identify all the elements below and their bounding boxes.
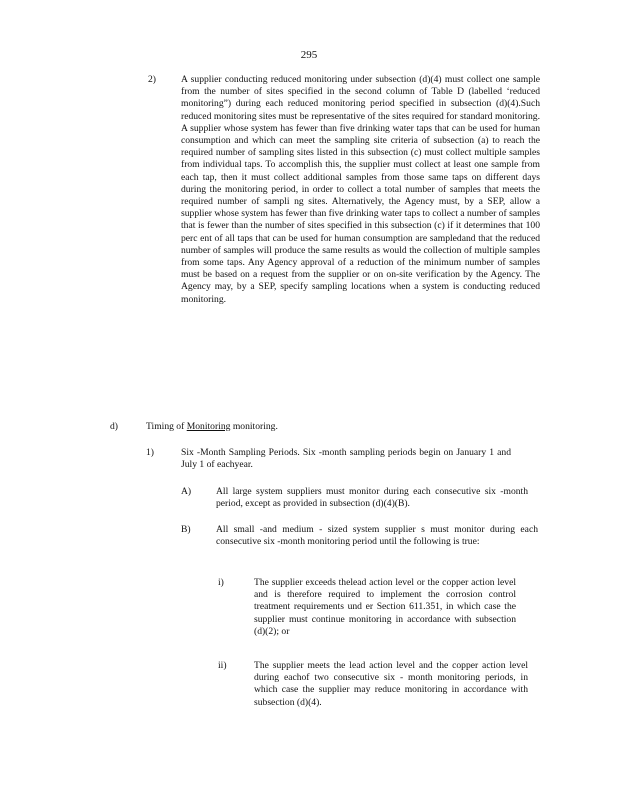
page-number: 295	[300, 49, 318, 61]
item-i-marker: i)	[218, 577, 224, 588]
item-d1-text: Six -Month Sampling Periods. Six -month sampling periods begin on January 1 and July 1 of eachyear.	[181, 447, 511, 471]
item-2-marker: 2)	[148, 74, 156, 85]
item-A-text: All large system suppliers must monitor during each consecutive six -month period, except as provided in subsection (d)(4)(B).	[216, 486, 528, 510]
item-B-marker: B)	[181, 524, 191, 535]
section-d-heading	[146, 421, 278, 433]
section-d-suffix: monitoring.	[230, 421, 278, 432]
section-d-prefix: Timing of	[146, 421, 187, 432]
item-d1-marker: 1)	[146, 447, 154, 458]
section-d-marker: d)	[110, 421, 118, 432]
item-B-text: All small -and medium - sized system supplier s must monitor during each consecutive six -month monitoring period until the following is true:	[216, 524, 538, 548]
item-2-text: A supplier conducting reduced monitoring under subsection (d)(4) must collect one sample from the number of sites specified in the second column of Table D (labelled ‘reduced monitoring”) during each reduced monitoring period specified in subsection (d)(4).Such reduced monitoring sites must be representative of the sites required for standard monitoring. A supplier whose system has fewer than five drinking water taps that can be used for human consumption and which can meet the sampling site criteria of subsection (a) to reach the required number of sampling sites listed in this subsection (c) must collect multiple samples from individual taps. To accomplish this, the supplier must collect at least one sample from each tap, then it must collect additional samples from those same taps on different days during the monitoring period, in order to collect a total number of samples that meets the required number of sampli ng sites. Alternatively, the Agency must, by a SEP, allow a supplier whose system has fewer than five drinking water taps to collect a number of samples that is fewer than the number of sites specified in this subsection (c) if it determines that 100 perc ent of all taps that can be used for human consumption are sampledand that the reduced number of samples will produce the same results as would the collection of multiple samples from some taps. Any Agency approval of a reduction of the minimum number of samples must be based on a request from the supplier or on on-site verification by the Agency. The Agency may, by a SEP, specify sampling locations when a system is conducting reduced monitoring.	[181, 74, 540, 305]
item-i-text: The supplier exceeds thelead action level or the copper action level and is therefore required to implement the corrosion control treatment requirements und er Section 611.351, in which case the supplier must continue monitoring in accordance with subsection (d)(2); or	[254, 577, 516, 637]
section-d-underlined: Monitoring	[186, 421, 231, 432]
item-A-marker: A)	[181, 486, 192, 497]
item-ii-text: The supplier meets the lead action level and the copper action level during eachof two consecutive six - month monitoring periods, in which case the supplier may reduce monitoring in accordance with subsection (d)(4).	[254, 660, 528, 708]
item-ii-marker: ii)	[218, 660, 227, 671]
